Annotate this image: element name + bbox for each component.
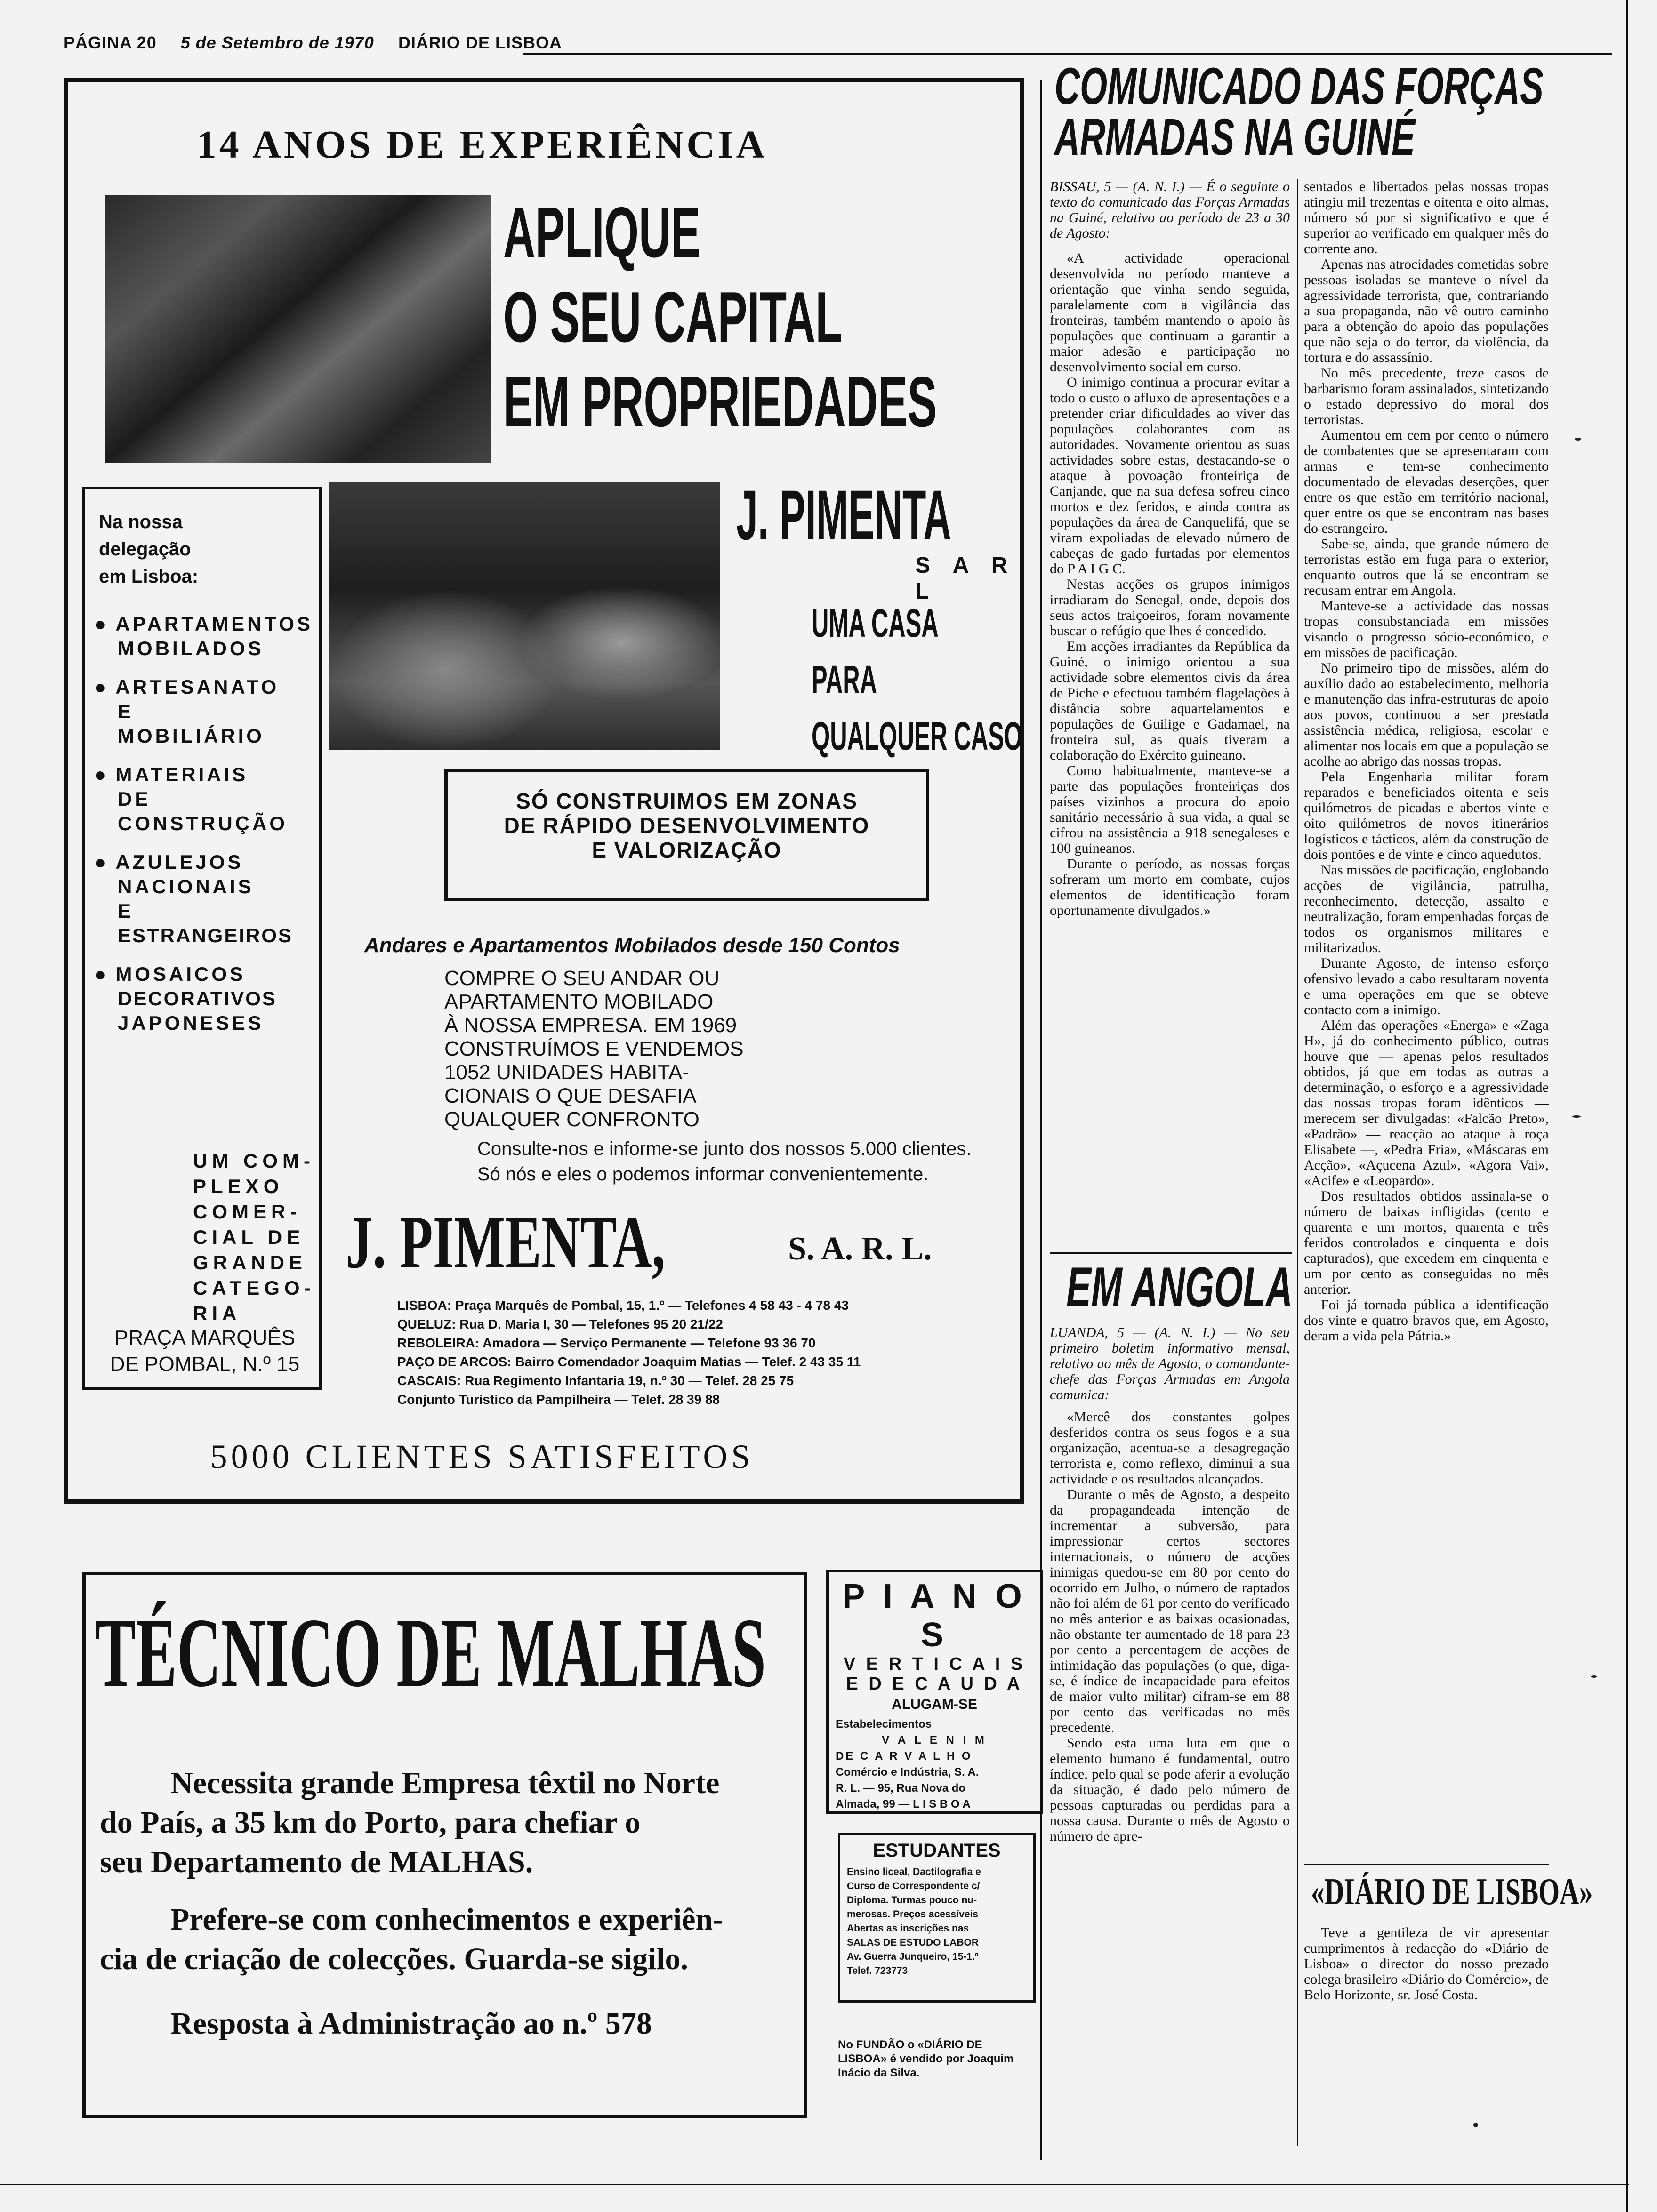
- fundao-notice: [838, 2038, 1054, 2080]
- estudantes-line: Abertas as inscrições nas: [847, 1923, 969, 1934]
- print-speck: [1473, 2123, 1478, 2127]
- print-speck: [1575, 438, 1581, 441]
- paragraph: Durante Agosto, de intenso esforço ofensivo levado a cabo resultaram noventa e uma operações em que se obteve contacto com a inimigo.: [1304, 955, 1549, 1018]
- list-item: [94, 962, 320, 1035]
- zones-line: SÓ CONSTRUIMOS EM ZONAS: [516, 789, 858, 813]
- office-address: [94, 1325, 315, 1378]
- malhas-line: Prefere-se com conhecimentos e experiên-: [170, 1902, 724, 1937]
- complex-line: CIAL DE: [193, 1226, 305, 1248]
- pianos-line: V E R T I C A I S: [843, 1654, 1026, 1674]
- andares-line: Andares e Apartamentos Mobilados desde 150 Contos: [364, 934, 900, 957]
- headline-line-1: APLIQUE: [503, 192, 700, 272]
- consulte-line: Consulte-nos e informe-se junto dos nossos 5.000 clientes.: [477, 1138, 972, 1159]
- fundao-line: No FUNDÃO o «DIÁRIO DE: [838, 2038, 982, 2051]
- zones-text: [448, 789, 926, 862]
- compre-line: 1052 UNIDADES HABITA-: [444, 1061, 690, 1084]
- satisfied-clients: 5000 CLIENTES SATISFEITOS: [210, 1438, 754, 1475]
- guine-title-line: COMUNICADO DAS FORÇAS: [1054, 57, 1544, 115]
- item-line: CONSTRUÇÃO: [118, 812, 288, 834]
- zones-line: DE RÁPIDO DESENVOLVIMENTO: [504, 813, 870, 838]
- item-line: E: [118, 700, 134, 722]
- experience-heading: 14 ANOS DE EXPERIÊNCIA: [196, 123, 768, 167]
- estudantes-line: Telef. 723773: [847, 1965, 908, 1976]
- paragraph: Pela Engenharia militar foram reparados e beneficiados oitenta e seis quilómetros de picadas e abertos vinte e oito quilómetros de novos itinerários logísticos e tácticos, além da construção de dois pontões e de vinte e cinco aquedutos.: [1304, 769, 1549, 862]
- item-line: ● MOSAICOS: [94, 962, 320, 986]
- complex-text: [193, 1148, 316, 1326]
- item-line: MOBILADOS: [118, 637, 264, 659]
- guine-col1-text: [1050, 250, 1290, 918]
- slogan-line: UMA CASA: [812, 601, 939, 645]
- pianos-body: [829, 1713, 1040, 1816]
- estudantes-line: Diploma. Turmas pouco nu-: [847, 1895, 977, 1906]
- address-line: PRAÇA MARQUÊS: [114, 1326, 295, 1349]
- brand-name-top: J. PIMENTA: [736, 475, 951, 554]
- guine-lead: BISSAU, 5 — (A. N. I.) — É o seguinte o texto do comunicado das Forças Armadas na Guiné, relativo ao período de 23 a 30 de Agosto:: [1050, 179, 1290, 241]
- interior-photo-bottom: [329, 482, 720, 750]
- item-line: DECORATIVOS: [118, 987, 277, 1010]
- contact-line: REBOLEIRA: Amadora — Serviço Permanente — Telefone 93 36 70: [397, 1336, 816, 1350]
- estudantes-line: Ensino liceal, Dactilografia e: [847, 1867, 981, 1877]
- section-rule: [1304, 1864, 1549, 1865]
- section-rule: [1050, 1252, 1292, 1254]
- print-speck: [1591, 1675, 1597, 1678]
- header-rule: [523, 53, 1612, 55]
- malhas-body-2: [86, 1900, 806, 1979]
- malhas-line: do País, a 35 km do Porto, para chefiar o: [100, 1805, 641, 1840]
- pianos-rent: ALUGAM-SE: [892, 1697, 977, 1712]
- compre-text: [444, 967, 744, 1131]
- item-line: ● ARTESANATO: [94, 675, 320, 699]
- paragraph: Dos resultados obtidos assinala-se o número de baixas infligidas (cento e quarenta e um mortos, quarenta e três feridos controlados e cinquenta e dois capturados), que excedem em cinquenta e um por cento as conseguidas no mês anterior.: [1304, 1188, 1549, 1297]
- intro-line: em Lisboa:: [99, 566, 199, 587]
- dl-body: [1304, 1925, 1549, 2003]
- compre-line: CONSTRUÍMOS E VENDEMOS: [444, 1037, 744, 1060]
- list-item: [94, 675, 320, 748]
- item-line: ● MATERIAIS: [94, 762, 320, 787]
- fundao-line: LISBOA» é vendido por Joaquim: [838, 2052, 1014, 2065]
- intro-line: delegação: [99, 539, 191, 560]
- print-speck: [1572, 1115, 1581, 1118]
- malhas-body-1: [86, 1763, 806, 1882]
- contact-line: LISBOA: Praça Marquês de Pombal, 15, 1.º — Telefones 4 58 43 - 4 78 43: [397, 1298, 849, 1313]
- sarl-label: S A R L: [915, 553, 1016, 604]
- column-divider: [1297, 179, 1298, 2146]
- pianos-body-line: Almada, 99 — L I S B O A: [836, 1798, 971, 1811]
- compre-line: QUALQUER CONFRONTO: [444, 1108, 700, 1131]
- paragraph: Nas missões de pacificação, englobando acções de vigilância, patrulha, reconhecimento, detecção, assalto e neutralização, foram empenhadas forças de todos os organismos militares e militarizados.: [1304, 862, 1549, 955]
- estudantes-body: [840, 1861, 1033, 1982]
- contact-line: PAÇO DE ARCOS: Bairro Comendador Joaquim Matias — Telef. 2 43 35 11: [397, 1354, 861, 1369]
- contact-line: Conjunto Turístico da Pampilheira — Telef. 28 39 88: [397, 1392, 720, 1407]
- complex-line: GRANDE: [193, 1251, 307, 1274]
- paragraph: Como habitualmente, manteve-se a parte das populações fronteiriças dos países vizinhos a procura do apoio sanitário necessário à sua vida, a qual se cifrou na assistência a 918 senegaleses e 100 guineanos.: [1050, 763, 1290, 856]
- malhas-title-wrap: [86, 1598, 801, 1707]
- pianos-line: P I A N O S: [842, 1578, 1027, 1654]
- malhas-title: TÉCNICO DE MALHAS: [95, 1598, 766, 1707]
- malhas-line: Necessita grande Empresa têxtil no Norte: [170, 1766, 720, 1800]
- page-header: [64, 33, 581, 53]
- angola-text: [1050, 1409, 1290, 1844]
- item-line: NACIONAIS: [118, 875, 254, 898]
- paragraph: Aumentou em cem por cento o número de combatentes que se apresentaram com armas e tem-se conhecimento documentado de elevadas deserções, quer entre os que estão em território nacional, quer entre os que se encontram nas bases do estrangeiro.: [1304, 427, 1549, 536]
- malhas-reply: Resposta à Administração ao n.º 578: [170, 2006, 652, 2041]
- bottom-border: [0, 2184, 1629, 2185]
- list-item: [94, 762, 320, 836]
- angola-title-wrap: [1066, 1257, 1409, 1318]
- estudantes-line: Curso de Correspondente c/: [847, 1881, 980, 1891]
- pianos-body-line: R. L. — 95, Rua Nova do: [836, 1782, 966, 1795]
- guine-column-1: [1050, 179, 1290, 1299]
- malhas-line: cia de criação de colecções. Guarda-se sigilo.: [100, 1942, 689, 1976]
- complex-line: UM COM-: [193, 1150, 315, 1172]
- complex-line: RIA: [193, 1302, 241, 1324]
- estudantes-line: Av. Guerra Junqueiro, 15-1.º: [847, 1951, 979, 1962]
- intro-line: Na nossa: [99, 512, 183, 532]
- delegation-intro: [99, 508, 198, 590]
- paragraph: No primeiro tipo de missões, além do auxílio dado ao estabelecimento, melhoria e manutenção das infra-estruturas de apoio aos povos, continuou a ser prestada assistência médica, religiosa, escolar e alimentar nos locais em que a população se acolhe ao abrigo das nossas tropas.: [1304, 660, 1549, 769]
- pianos-body-line: V A L E N I M: [882, 1734, 987, 1747]
- zones-box: [444, 769, 929, 901]
- paragraph: Além das operações «Energa» e «Zaga H», já do conhecimento público, outras houve que — apenas pelos resultados obtidos, já que em todas as outras a determinação, o esforço e a agressividade das nossas tropas foram idênticos — merecem ser divulgadas: «Falcão Preto», «Padrão» — reacção ao ataque à roça Elisabete —, «Pedra Fria», «Máscaras em Acção», «Açucena Azul», «Agora Vai», «Acife» e «Leopardo».: [1304, 1018, 1549, 1188]
- paragraph: sentados e libertados pelas nossas tropas atingiu mil trezentas e oitenta e oito almas, número só por si significativo e que é superior ao verificado em qualquer mês do corrente ano.: [1304, 179, 1549, 256]
- malhas-ad: [82, 1572, 807, 2118]
- delegation-list: [94, 612, 320, 1050]
- page-number: PÁGINA 20: [64, 33, 157, 52]
- estudantes-line: SALAS DE ESTUDO LABOR: [847, 1937, 979, 1948]
- paragraph: Sendo esta uma luta em que o elemento humano é fundamental, outro índice, pelo qual se pode aferir a evolução da situação, é dado pelo número de pessoas capturadas ou perdidas para a nossa causa. Durante o mês de Agosto o número de apre-: [1050, 1735, 1290, 1844]
- newspaper-name: DIÁRIO DE LISBOA: [398, 33, 562, 52]
- paragraph: «A actividade operacional desenvolvida no período manteve a orientação que vinha sendo seguida, paralelamente com a vigilância das fronteiras, também mantendo o apoio às populações que continuam a garantir a maior adesão e participação no desenvolvimento social em curso.: [1050, 250, 1290, 375]
- fundao-line: Inácio da Silva.: [838, 2067, 920, 2079]
- item-line: JAPONESES: [118, 1012, 264, 1034]
- page-date: 5 de Setembro de 1970: [180, 33, 374, 52]
- headline-line-3: EM PROPRIEDADES: [503, 362, 937, 442]
- contact-line: CASCAIS: Rua Regimento Infantaria 19, n.º 30 — Telef. 28 25 75: [397, 1373, 794, 1388]
- complex-line: CATEGO-: [193, 1277, 316, 1299]
- pimenta-ad: [64, 78, 1024, 1504]
- compre-line: CIONAIS O QUE DESAFIA: [444, 1084, 697, 1107]
- list-item: [94, 850, 320, 948]
- dl-title: «DIÁRIO DE LISBOA»: [1311, 1871, 1593, 1913]
- brand-suffix: S. A. R. L.: [788, 1231, 932, 1267]
- complex-line: COMER-: [193, 1201, 302, 1223]
- angola-lead: LUANDA, 5 — (A. N. I.) — No seu primeiro boletim informativo mensal, relativo ao mês de Agosto, o comandante-chefe das Forças Armadas em Angola comunica:: [1050, 1325, 1290, 1403]
- pianos-line: E D E C A U D A: [846, 1674, 1023, 1694]
- complex-line: PLEXO: [193, 1175, 284, 1197]
- malhas-line: seu Departamento de MALHAS.: [100, 1845, 533, 1879]
- zones-line: E VALORIZAÇÃO: [592, 838, 782, 862]
- paragraph: Apenas nas atrocidades cometidas sobre pessoas isoladas se manteve o nível da agressividade terrorista, que, contrariando a sua propaganda, não vê outro caminho para a obtenção do apoio das populações que não seja o do terror, da violência, da tortura e do assassínio.: [1304, 256, 1549, 365]
- paragraph: Manteve-se a actividade das nossas tropas consubstanciada em missões visando o progresso sócio-económico, e em missões de pacificação.: [1304, 598, 1549, 660]
- estudantes-line: merosas. Preços acessíveis: [847, 1909, 979, 1920]
- consulte-line: Só nós e eles o podemos informar convenientemente.: [477, 1164, 929, 1185]
- lisbon-delegation-box: [82, 487, 322, 1390]
- contact-line: QUELUZ: Rua D. Maria I, 30 — Telefones 95 20 21/22: [397, 1317, 723, 1331]
- paragraph: «Mercê dos constantes golpes desferidos contra os seus fogos e a sua organização, acentua-se a desagregação terrorista e, como reflexo, diminui a sua actividade e os resultados alcançados.: [1050, 1409, 1290, 1487]
- dl-title-wrap: [1311, 1871, 1657, 1913]
- pianos-body-line: Estabelecimentos: [836, 1718, 932, 1731]
- column-divider: [1040, 80, 1042, 2160]
- item-line: ESTRANGEIROS: [118, 924, 293, 946]
- item-line: DE: [118, 788, 151, 810]
- guine-column-2: [1304, 179, 1549, 1845]
- paragraph: No mês precedente, treze casos de barbarismo foram assinalados, sintetizando o estado depressivo do moral dos terroristas.: [1304, 365, 1549, 427]
- guine-title: [1054, 57, 1629, 166]
- contacts-list: [397, 1296, 861, 1409]
- list-item: [94, 612, 320, 661]
- paragraph: O inimigo continua a procurar evitar a todo o custo o afluxo de apresentações e a pretender criar dificuldades ao viver das populações colaborantes com as autoridades. Novamente orientou as suas actividades sobre estas, destacando-se o ataque à povoação fronteiriça de Canjande, que na sua defesa sofreu cinco mortos e dez feridos, e ainda contra as populações da área de Canquelifá, que se viram expoliadas de elevado número de cabeças de gado furtadas por elementos do P A I G C.: [1050, 375, 1290, 577]
- address-line: DE POMBAL, N.º 15: [110, 1353, 300, 1376]
- brand-big: [346, 1202, 790, 1282]
- item-line: MOBILIÁRIO: [118, 725, 265, 747]
- compre-line: APARTAMENTO MOBILADO: [444, 990, 714, 1013]
- guine-title-line: ARMADAS NA GUINÉ: [1054, 108, 1416, 166]
- slogan-line: QUALQUER CASO: [812, 714, 1023, 758]
- brand-name-big: J. PIMENTA,: [346, 1200, 666, 1284]
- paragraph: Durante o período, as nossas forças sofreram um morto em combate, cujos elementos de identificação foram oportunamente divulgados.»: [1050, 856, 1290, 918]
- interior-photo-top: [105, 195, 491, 463]
- pianos-body-line: Comércio e Indústria, S. A.: [836, 1766, 979, 1779]
- pimenta-headline: [503, 190, 1012, 444]
- compre-line: COMPRE O SEU ANDAR OU: [444, 967, 720, 990]
- paragraph: Nestas acções os grupos inimigos irradiaram do Senegal, onde, depois dos seus actos traiçoeiros, foram novamente buscar o refúgio que lhes é concedido.: [1050, 577, 1290, 639]
- pianos-body-line: DE C A R V A L H O: [836, 1750, 973, 1763]
- paragraph: Teve a gentileza de vir apresentar cumprimentos à redacção do «Diário de Lisboa» o director do nosso prezado colega brasileiro «Diário do Comércio», de Belo Horizonte, sr. José Costa.: [1304, 1925, 1549, 2003]
- item-line: ● APARTAMENTOS: [94, 612, 320, 636]
- consulte-text: [477, 1136, 971, 1187]
- pianos-header: [829, 1577, 1040, 1713]
- estudantes-title: ESTUDANTES: [873, 1840, 1001, 1861]
- estudantes-ad: [838, 1833, 1036, 2003]
- guine-col2-text: [1304, 179, 1549, 1344]
- compre-line: À NOSSA EMPRESA. EM 1969: [444, 1014, 737, 1037]
- angola-title: EM ANGOLA: [1066, 1256, 1293, 1319]
- angola-column: [1050, 1325, 1290, 2158]
- slogan-line: PARA: [812, 657, 877, 702]
- paragraph: Durante o mês de Agosto, a despeito da propagandeada intenção de incrementar a subversão, para impressionar certos sectores internacionais, o número de acções inimigas quedou-se em 80 por cento do ocorrido em Julho, o número de raptados não foi além de 61 por cento do verificado no mês anterior e as baixas ocasionadas, não obstante ter aumentado de 18 para 23 por cento a percentagem de acções de intimidação das populações (o que, diga-se, é índice de incapacidade para efeitos de maior vulto militar) cifram-se em 88 por cento das verificadas no mês precedente.: [1050, 1487, 1290, 1735]
- paragraph: Em acções irradiantes da República da Guiné, o inimigo orientou a sua actividade sobre elementos civis da área de Piche e efectuou também flagelações à distância sobre aquartelamentos e populações de Guilige e Gadamael, na fronteira sul, as quais tiveram a colaboração do Exército guineano.: [1050, 639, 1290, 763]
- paragraph: Sabe-se, ainda, que grande número de terroristas estão em fuga para o exterior, enquanto outros que lá se encontram se recusam entrar em Angola.: [1304, 536, 1549, 598]
- item-line: ● AZULEJOS: [94, 850, 320, 874]
- headline-line-2: O SEU CAPITAL: [503, 277, 843, 357]
- pianos-ad: [826, 1570, 1043, 1814]
- paragraph: Foi já tornada pública a identificação dos vinte e quatro bravos que, em Agosto, deram a vida pela Pátria.»: [1304, 1297, 1549, 1344]
- item-line: E: [118, 900, 134, 922]
